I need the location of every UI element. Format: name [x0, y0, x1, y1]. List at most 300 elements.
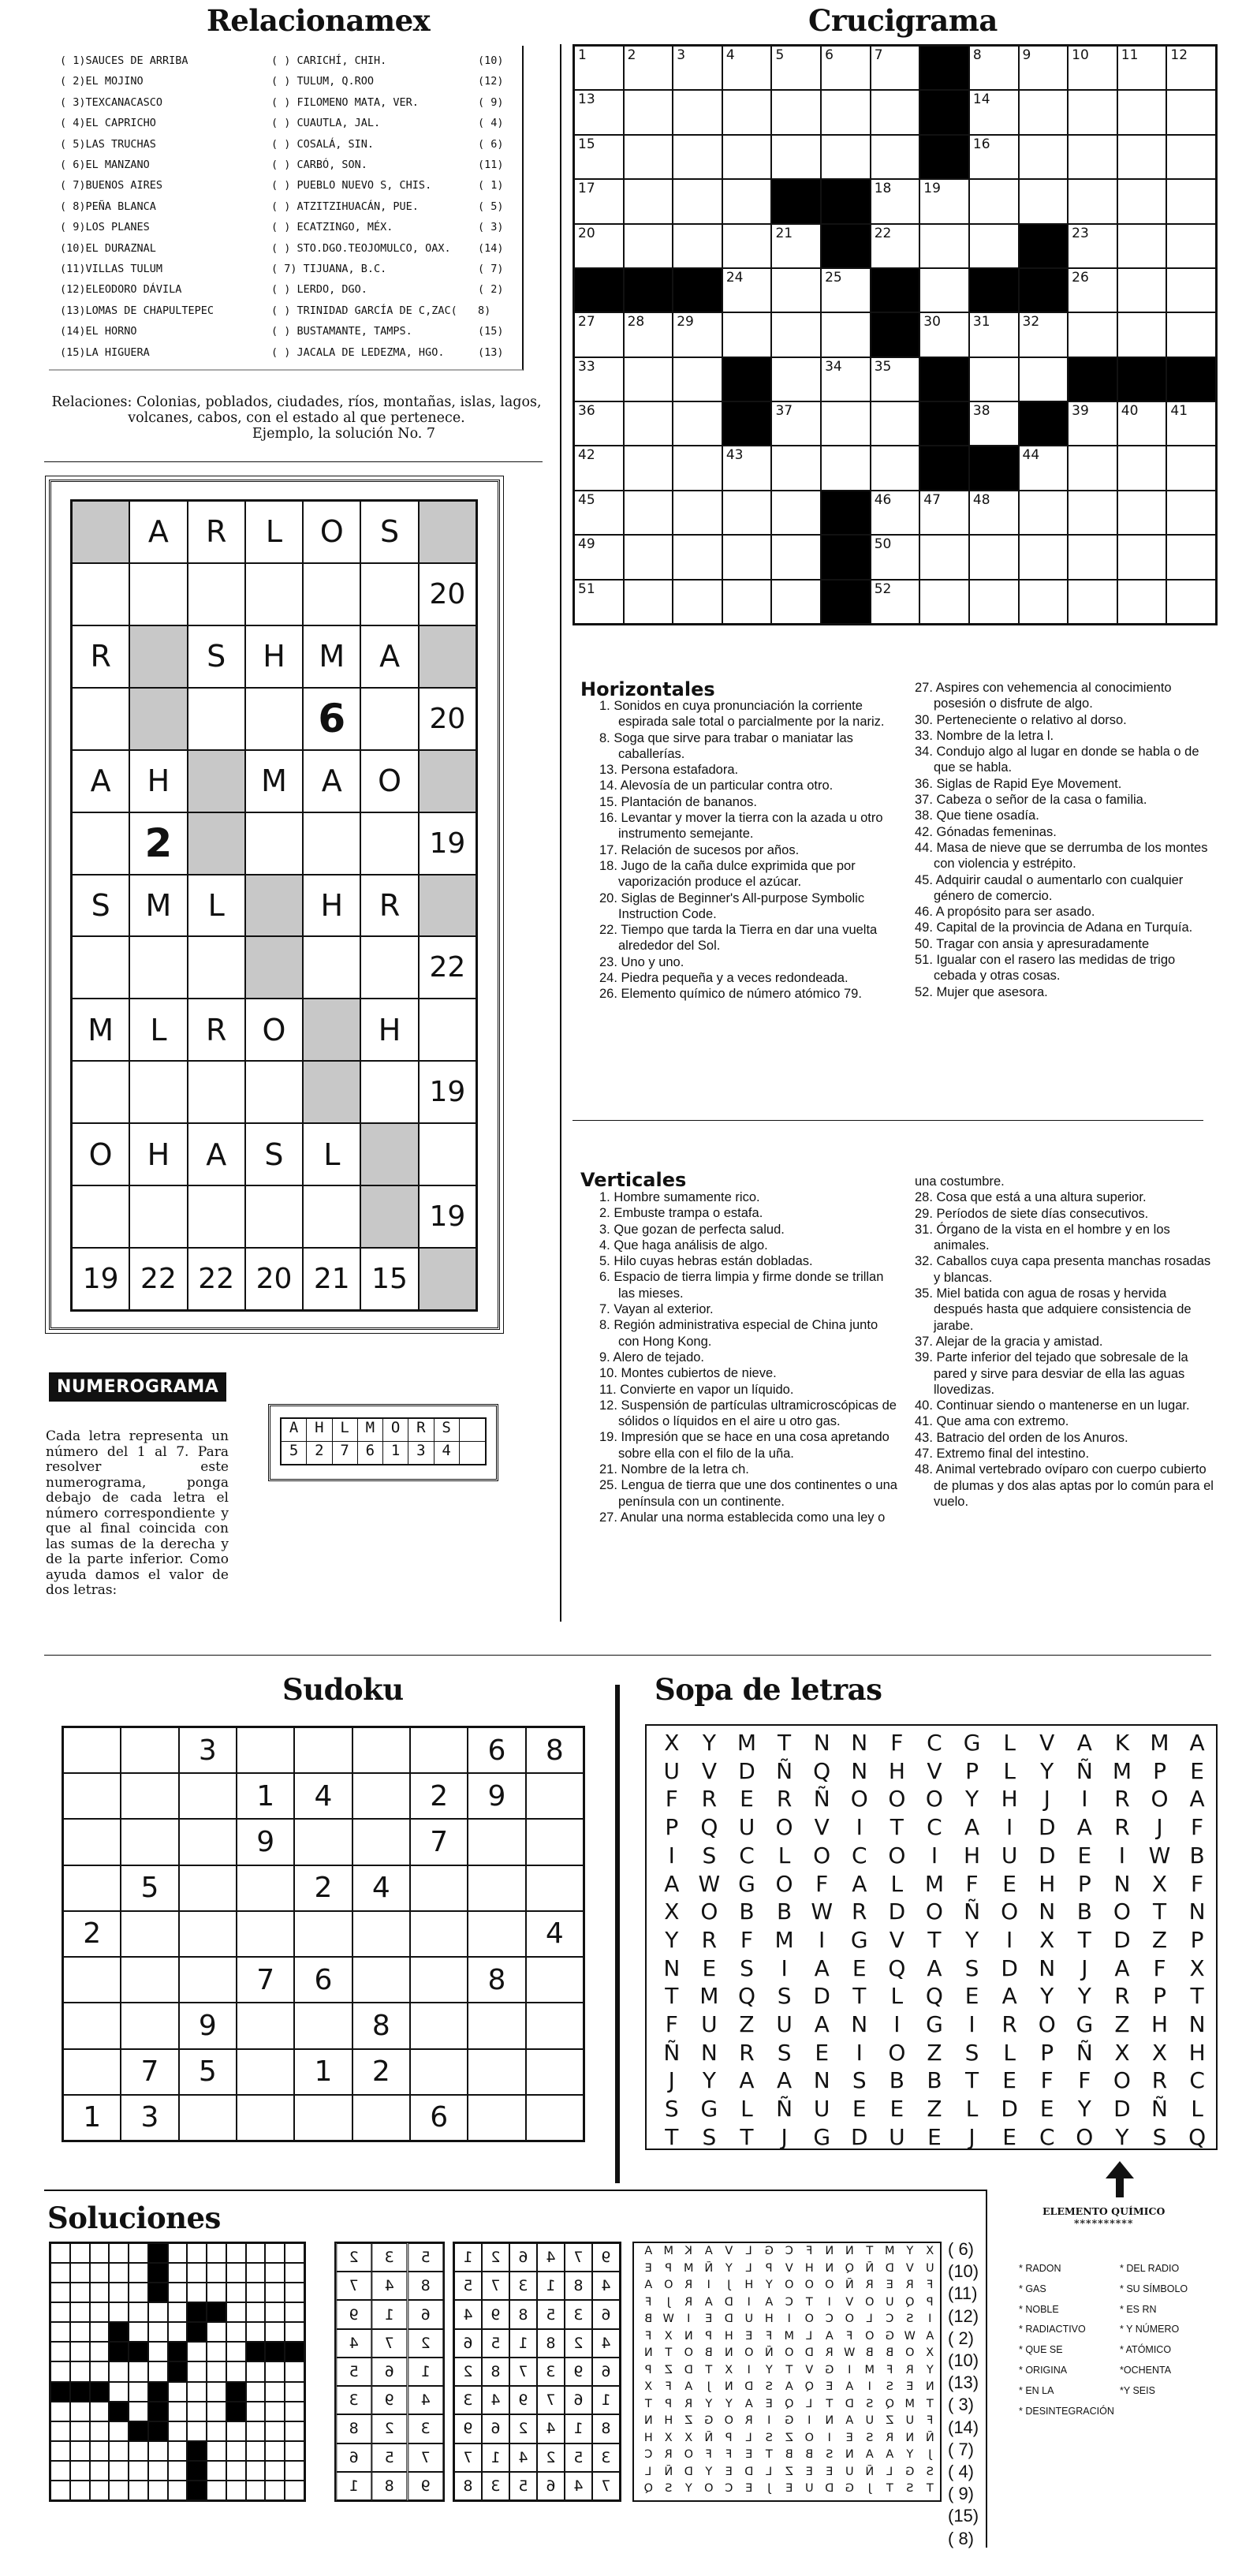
- sudoku-cell[interactable]: [468, 1819, 525, 1865]
- numerograma-cell[interactable]: H: [303, 875, 360, 937]
- sopa-letter[interactable]: D: [1113, 2096, 1131, 2122]
- sopa-letter[interactable]: E: [927, 2123, 942, 2150]
- crossword-cell[interactable]: [771, 446, 821, 490]
- sudoku-cell[interactable]: 4: [526, 1911, 584, 1957]
- sudoku-cell[interactable]: [410, 2003, 468, 2048]
- sudoku-cell[interactable]: 9: [237, 1819, 294, 1865]
- sopa-letter[interactable]: Y: [1077, 2096, 1091, 2122]
- crossword-cell[interactable]: [969, 580, 1019, 624]
- crossword-cell[interactable]: [1019, 179, 1069, 223]
- crossword-cell[interactable]: [624, 535, 673, 579]
- sopa-letter[interactable]: R: [739, 2039, 755, 2066]
- sudoku-cell[interactable]: [63, 1727, 121, 1773]
- crossword-cell[interactable]: [574, 401, 624, 446]
- sopa-letter[interactable]: R: [776, 1786, 793, 1813]
- sopa-letter[interactable]: A: [777, 2067, 793, 2094]
- crossword-cell[interactable]: [574, 491, 624, 535]
- sopa-letter[interactable]: Y: [702, 1730, 716, 1756]
- sopa-letter[interactable]: F: [740, 1926, 754, 1953]
- sopa-letter[interactable]: P: [1153, 1757, 1166, 1784]
- sopa-letter[interactable]: H: [1039, 1870, 1056, 1897]
- sopa-letter[interactable]: P: [965, 1757, 979, 1784]
- numerograma-cell[interactable]: [129, 936, 187, 999]
- crossword-cell[interactable]: [624, 90, 673, 134]
- numerograma-cell[interactable]: [303, 563, 360, 625]
- sopa-letter[interactable]: T: [740, 2123, 754, 2150]
- sudoku-cell[interactable]: 8: [352, 2003, 410, 2048]
- sopa-letter[interactable]: P: [665, 1814, 679, 1841]
- sopa-letter[interactable]: A: [664, 1870, 680, 1897]
- sopa-letter[interactable]: S: [852, 2067, 867, 2094]
- crossword-cell[interactable]: [1166, 446, 1216, 490]
- numerograma-cell[interactable]: [303, 1061, 360, 1123]
- sopa-letter[interactable]: Y: [964, 1926, 979, 1953]
- crossword-cell[interactable]: [1117, 491, 1167, 535]
- sudoku-cell[interactable]: [237, 1727, 294, 1773]
- numerograma-cell[interactable]: 15: [360, 1248, 418, 1310]
- sudoku-cell[interactable]: 7: [410, 1819, 468, 1865]
- sopa-letter[interactable]: P: [1153, 1983, 1166, 2010]
- crossword-cell[interactable]: [574, 90, 624, 134]
- sudoku-cell[interactable]: 6: [468, 1727, 525, 1773]
- sopa-letter[interactable]: G: [1076, 2011, 1094, 2038]
- sopa-letter[interactable]: D: [813, 1983, 830, 2010]
- sopa-letter[interactable]: K: [1114, 1730, 1130, 1756]
- sopa-letter[interactable]: J: [781, 2123, 788, 2150]
- crossword-cell[interactable]: [969, 46, 1019, 90]
- crossword-cell[interactable]: [771, 90, 821, 134]
- sopa-letter[interactable]: R: [1114, 1786, 1130, 1813]
- crossword-cell[interactable]: [1068, 224, 1117, 268]
- sopa-letter[interactable]: N: [851, 1757, 868, 1784]
- sopa-letter[interactable]: I: [968, 2011, 975, 2038]
- numerograma-cell[interactable]: [360, 688, 418, 750]
- crossword-cell[interactable]: [1166, 535, 1216, 579]
- sopa-letter[interactable]: S: [664, 2096, 679, 2122]
- sudoku-cell[interactable]: [294, 2095, 352, 2141]
- crossword-cell[interactable]: [821, 312, 871, 357]
- crossword-cell[interactable]: [1068, 135, 1117, 179]
- crossword-cell[interactable]: [624, 446, 673, 490]
- sudoku-cell[interactable]: [63, 1957, 121, 2003]
- crossword-cell[interactable]: [1166, 46, 1216, 90]
- sopa-letter[interactable]: Q: [737, 1983, 755, 2010]
- sopa-letter[interactable]: H: [1151, 2011, 1169, 2038]
- crossword-cell[interactable]: [919, 224, 969, 268]
- crossword-cell[interactable]: [871, 179, 920, 223]
- numerograma-cell[interactable]: [419, 1248, 476, 1310]
- sudoku-cell[interactable]: [468, 2049, 525, 2095]
- sopa-letter[interactable]: N: [700, 2039, 718, 2066]
- numerograma-cell[interactable]: 2: [129, 812, 187, 875]
- sopa-letter[interactable]: L: [965, 2096, 979, 2122]
- numerograma-cell[interactable]: [245, 936, 303, 999]
- sopa-letter[interactable]: E: [1039, 2096, 1054, 2122]
- crossword-cell[interactable]: [673, 224, 722, 268]
- sopa-letter[interactable]: D: [738, 1757, 755, 1784]
- sopa-letter[interactable]: Z: [1151, 1926, 1168, 1953]
- crossword-cell[interactable]: [969, 357, 1019, 401]
- crossword-cell[interactable]: [1166, 179, 1216, 223]
- crossword-cell[interactable]: [871, 90, 920, 134]
- sopa-letter[interactable]: R: [701, 1926, 718, 1953]
- crossword-cell[interactable]: [673, 179, 722, 223]
- sopa-letter[interactable]: J: [668, 2067, 675, 2094]
- sopa-letter[interactable]: T: [665, 2123, 679, 2150]
- numerograma-cell[interactable]: [129, 688, 187, 750]
- crossword-cell[interactable]: [673, 580, 722, 624]
- sudoku-cell[interactable]: [63, 1773, 121, 1819]
- sopa-letter[interactable]: B: [1076, 1898, 1092, 1925]
- crossword-cell[interactable]: [1068, 401, 1117, 446]
- sopa-letter[interactable]: S: [964, 2039, 979, 2066]
- numerograma-cell[interactable]: 20: [419, 688, 476, 750]
- numerograma-cell[interactable]: S: [72, 875, 129, 937]
- sopa-letter[interactable]: N: [1039, 1954, 1056, 1981]
- sopa-letter[interactable]: X: [1189, 1954, 1205, 1981]
- sudoku-cell[interactable]: [121, 1957, 178, 2003]
- sopa-letter[interactable]: R: [1114, 1983, 1130, 2010]
- crossword-cell[interactable]: [771, 357, 821, 401]
- sopa-letter[interactable]: Z: [927, 2039, 942, 2066]
- sudoku-cell[interactable]: [179, 1819, 237, 1865]
- crossword-cell[interactable]: [1166, 90, 1216, 134]
- crossword-cell[interactable]: [1068, 446, 1117, 490]
- sopa-letter[interactable]: W: [1148, 1842, 1171, 1869]
- numerograma-cell[interactable]: [303, 812, 360, 875]
- sopa-letter[interactable]: E: [1002, 1870, 1016, 1897]
- sopa-letter[interactable]: O: [1001, 1898, 1019, 1925]
- crossword-cell[interactable]: [722, 312, 772, 357]
- sopa-letter[interactable]: T: [1152, 1898, 1167, 1925]
- sopa-letter[interactable]: U: [889, 2123, 905, 2150]
- sopa-letter[interactable]: N: [813, 2067, 830, 2094]
- crossword-cell[interactable]: [1068, 46, 1117, 90]
- numerograma-cell[interactable]: [360, 812, 418, 875]
- sopa-letter[interactable]: M: [737, 1730, 757, 1756]
- sudoku-cell[interactable]: 8: [468, 1957, 525, 2003]
- crossword-cell[interactable]: [722, 580, 772, 624]
- crossword-grid[interactable]: [573, 44, 1218, 625]
- sudoku-cell[interactable]: [352, 2095, 410, 2141]
- sopa-letter[interactable]: B: [1189, 1842, 1205, 1869]
- sopa-letter[interactable]: I: [1081, 1786, 1088, 1813]
- crossword-cell[interactable]: [1117, 580, 1167, 624]
- sopa-letter[interactable]: U: [663, 1757, 681, 1784]
- crossword-cell[interactable]: [1068, 535, 1117, 579]
- crossword-cell[interactable]: [722, 135, 772, 179]
- crossword-cell[interactable]: [1166, 135, 1216, 179]
- sopa-letter[interactable]: T: [890, 1814, 904, 1841]
- sopa-letter[interactable]: I: [1006, 1814, 1013, 1841]
- sudoku-cell[interactable]: 2: [294, 1865, 352, 1911]
- numerograma-cell[interactable]: M: [72, 999, 129, 1061]
- sudoku-cell[interactable]: 5: [179, 2049, 237, 2095]
- sopa-letter[interactable]: I: [1006, 1926, 1013, 1953]
- numerograma-cell[interactable]: M: [303, 625, 360, 688]
- sopa-letter[interactable]: B: [889, 2067, 904, 2094]
- sopa-letter[interactable]: A: [1189, 1730, 1205, 1756]
- sopa-letter[interactable]: T: [964, 2067, 979, 2094]
- sopa-letter[interactable]: S: [1152, 2123, 1167, 2150]
- sopa-letter[interactable]: E: [1190, 1757, 1204, 1784]
- sopa-letter[interactable]: N: [1113, 1870, 1131, 1897]
- sopa-letter[interactable]: E: [1077, 1842, 1092, 1869]
- sudoku-cell[interactable]: [526, 2049, 584, 2095]
- numerograma-cell[interactable]: O: [303, 501, 360, 563]
- sudoku-cell[interactable]: 1: [294, 2049, 352, 2095]
- sopa-letter[interactable]: G: [963, 1730, 981, 1756]
- sopa-letter[interactable]: N: [1039, 1898, 1056, 1925]
- numerograma-cell[interactable]: S: [188, 625, 245, 688]
- crossword-cell[interactable]: [821, 446, 871, 490]
- sopa-letter[interactable]: N: [851, 2011, 868, 2038]
- numerograma-cell[interactable]: 19: [72, 1248, 129, 1310]
- sudoku-cell[interactable]: [526, 1865, 584, 1911]
- crossword-cell[interactable]: [1019, 312, 1069, 357]
- sopa-letter[interactable]: O: [925, 1898, 943, 1925]
- crossword-cell[interactable]: [722, 535, 772, 579]
- sopa-letter[interactable]: B: [776, 1898, 793, 1925]
- numerograma-cell[interactable]: [245, 1185, 303, 1248]
- crossword-cell[interactable]: [871, 580, 920, 624]
- crossword-cell[interactable]: [673, 312, 722, 357]
- sudoku-cell[interactable]: 1: [237, 1773, 294, 1819]
- numerograma-cell[interactable]: R: [188, 501, 245, 563]
- crossword-cell[interactable]: [673, 446, 722, 490]
- sopa-letter[interactable]: A: [1076, 1730, 1092, 1756]
- sopa-letter[interactable]: Q: [813, 1757, 831, 1784]
- numerograma-cell[interactable]: 19: [419, 1061, 476, 1123]
- sopa-letter[interactable]: O: [813, 1842, 831, 1869]
- crossword-cell[interactable]: [673, 46, 722, 90]
- crossword-cell[interactable]: [624, 357, 673, 401]
- sopa-letter[interactable]: T: [927, 1926, 942, 1953]
- sopa-letter[interactable]: R: [701, 1786, 718, 1813]
- sopa-letter[interactable]: Ñ: [1151, 2096, 1168, 2122]
- numerograma-cell[interactable]: A: [129, 501, 187, 563]
- crossword-cell[interactable]: [771, 580, 821, 624]
- sudoku-cell[interactable]: 7: [121, 2049, 178, 2095]
- sopa-letter[interactable]: A: [852, 1870, 867, 1897]
- sudoku-cell[interactable]: [526, 2095, 584, 2141]
- crossword-cell[interactable]: [1117, 90, 1167, 134]
- crossword-cell[interactable]: [919, 179, 969, 223]
- sopa-letter[interactable]: M: [699, 1983, 719, 2010]
- crossword-cell[interactable]: [673, 135, 722, 179]
- sudoku-cell[interactable]: [179, 1911, 237, 1957]
- sopa-letter[interactable]: V: [889, 1926, 904, 1953]
- sopa-letter[interactable]: J: [1081, 1954, 1088, 1981]
- sopa-letter[interactable]: D: [888, 1898, 906, 1925]
- crossword-cell[interactable]: [969, 312, 1019, 357]
- numerograma-cell[interactable]: [129, 1185, 187, 1248]
- crossword-cell[interactable]: [919, 312, 969, 357]
- crossword-cell[interactable]: [574, 224, 624, 268]
- sopa-letter[interactable]: I: [819, 1926, 826, 1953]
- sopa-letter[interactable]: M: [1150, 1730, 1169, 1756]
- sopa-letter[interactable]: O: [775, 1870, 793, 1897]
- crossword-cell[interactable]: [722, 179, 772, 223]
- crossword-cell[interactable]: [574, 46, 624, 90]
- sopa-letter[interactable]: H: [1001, 1786, 1018, 1813]
- numerograma-cell[interactable]: [303, 999, 360, 1061]
- numerograma-cell[interactable]: 19: [419, 812, 476, 875]
- sudoku-cell[interactable]: [294, 1819, 352, 1865]
- sopa-letter[interactable]: B: [927, 2067, 942, 2094]
- sopa-letter[interactable]: D: [1001, 2096, 1018, 2122]
- numerograma-cell[interactable]: [188, 750, 245, 812]
- sudoku-grid[interactable]: [62, 1726, 585, 2142]
- sopa-letter[interactable]: S: [777, 2039, 792, 2066]
- numerograma-cell[interactable]: [188, 936, 245, 999]
- sopa-letter[interactable]: Ñ: [776, 2096, 793, 2122]
- sopa-letter[interactable]: T: [778, 1730, 792, 1756]
- sopa-letter[interactable]: A: [1001, 1983, 1017, 2010]
- numerograma-cell[interactable]: H: [129, 1123, 187, 1185]
- numerograma-cell[interactable]: [419, 750, 476, 812]
- crossword-cell[interactable]: [919, 268, 969, 312]
- sudoku-cell[interactable]: 2: [410, 1773, 468, 1819]
- sopa-letter[interactable]: N: [1188, 2011, 1206, 2038]
- crossword-cell[interactable]: [871, 46, 920, 90]
- numerograma-cell[interactable]: L: [245, 501, 303, 563]
- sopa-letter[interactable]: C: [739, 1842, 755, 1869]
- crossword-cell[interactable]: [1117, 401, 1167, 446]
- numerograma-cell[interactable]: [72, 936, 129, 999]
- numerograma-cell[interactable]: [303, 936, 360, 999]
- sopa-letter[interactable]: I: [856, 2039, 863, 2066]
- sudoku-cell[interactable]: [352, 1727, 410, 1773]
- crossword-cell[interactable]: [1166, 268, 1216, 312]
- sopa-letter[interactable]: X: [1039, 1926, 1055, 1953]
- sopa-letter[interactable]: L: [1191, 2096, 1203, 2122]
- sudoku-cell[interactable]: [526, 1773, 584, 1819]
- crossword-cell[interactable]: [722, 268, 772, 312]
- sopa-letter[interactable]: S: [702, 1842, 717, 1869]
- numerograma-cell[interactable]: [72, 563, 129, 625]
- numerograma-cell[interactable]: [72, 501, 129, 563]
- sudoku-cell[interactable]: [121, 1819, 178, 1865]
- numerograma-cell[interactable]: [129, 563, 187, 625]
- sudoku-cell[interactable]: [468, 1865, 525, 1911]
- crossword-cell[interactable]: [1117, 446, 1167, 490]
- crossword-cell[interactable]: [771, 224, 821, 268]
- sudoku-cell[interactable]: 9: [179, 2003, 237, 2048]
- sudoku-cell[interactable]: 5: [121, 1865, 178, 1911]
- crossword-cell[interactable]: [624, 179, 673, 223]
- crossword-cell[interactable]: [722, 224, 772, 268]
- numerograma-cell[interactable]: 22: [188, 1248, 245, 1310]
- sopa-letter[interactable]: O: [700, 1898, 718, 1925]
- sudoku-cell[interactable]: [294, 1727, 352, 1773]
- numerograma-cell[interactable]: L: [129, 999, 187, 1061]
- sudoku-cell[interactable]: [410, 1911, 468, 1957]
- numerograma-cell[interactable]: [188, 812, 245, 875]
- crossword-cell[interactable]: [821, 46, 871, 90]
- sopa-letter[interactable]: I: [893, 2011, 901, 2038]
- crossword-cell[interactable]: [969, 135, 1019, 179]
- sopa-letter[interactable]: Z: [927, 2096, 942, 2122]
- sopa-letter[interactable]: L: [778, 1842, 791, 1869]
- crossword-cell[interactable]: [1019, 535, 1069, 579]
- sopa-letter[interactable]: I: [668, 1842, 675, 1869]
- sudoku-cell[interactable]: [468, 2095, 525, 2141]
- crossword-cell[interactable]: [1166, 312, 1216, 357]
- sopa-letter[interactable]: L: [1003, 1757, 1016, 1784]
- crossword-cell[interactable]: [673, 357, 722, 401]
- sopa-letter[interactable]: J: [1043, 1786, 1050, 1813]
- crossword-cell[interactable]: [871, 357, 920, 401]
- sopa-letter[interactable]: R: [1114, 1814, 1130, 1841]
- sopa-letter[interactable]: M: [774, 1926, 794, 1953]
- crossword-cell[interactable]: [624, 135, 673, 179]
- sopa-letter[interactable]: G: [738, 1870, 755, 1897]
- numerograma-cell[interactable]: [360, 936, 418, 999]
- sopa-letter[interactable]: A: [814, 1954, 830, 1981]
- numerograma-cell[interactable]: [245, 1061, 303, 1123]
- sudoku-cell[interactable]: [410, 1957, 468, 2003]
- numerograma-cell[interactable]: H: [129, 750, 187, 812]
- sopa-letter[interactable]: J: [968, 2123, 975, 2150]
- sopa-letter[interactable]: O: [1151, 1786, 1169, 1813]
- crossword-cell[interactable]: [771, 135, 821, 179]
- sopa-letter[interactable]: R: [1151, 2067, 1168, 2094]
- sopa-letter[interactable]: J: [1156, 1814, 1163, 1841]
- sudoku-cell[interactable]: 3: [121, 2095, 178, 2141]
- sopa-letter[interactable]: X: [1114, 2039, 1130, 2066]
- crossword-cell[interactable]: [1068, 90, 1117, 134]
- sopa-letter[interactable]: A: [927, 1954, 942, 1981]
- numerograma-cell[interactable]: H: [360, 999, 418, 1061]
- crossword-cell[interactable]: [771, 535, 821, 579]
- sudoku-cell[interactable]: [179, 1773, 237, 1819]
- sudoku-cell[interactable]: [63, 1819, 121, 1865]
- crossword-cell[interactable]: [969, 535, 1019, 579]
- sopa-letter[interactable]: F: [1191, 1870, 1204, 1897]
- sopa-letter[interactable]: I: [856, 1814, 863, 1841]
- crossword-cell[interactable]: [624, 312, 673, 357]
- numerograma-cell[interactable]: O: [360, 750, 418, 812]
- sopa-letter[interactable]: F: [1078, 2067, 1091, 2094]
- sopa-letter[interactable]: I: [931, 1842, 938, 1869]
- sopa-letter[interactable]: F: [815, 1870, 829, 1897]
- numerograma-cell[interactable]: [303, 1185, 360, 1248]
- sopa-letter[interactable]: P: [1077, 1870, 1091, 1897]
- crossword-cell[interactable]: [821, 357, 871, 401]
- sudoku-cell[interactable]: [63, 2003, 121, 2048]
- numerograma-cell[interactable]: [188, 1061, 245, 1123]
- crossword-cell[interactable]: [673, 535, 722, 579]
- sopa-letter[interactable]: G: [813, 2123, 831, 2150]
- sudoku-cell[interactable]: [352, 1957, 410, 2003]
- sopa-letter[interactable]: Y: [1077, 1983, 1091, 2010]
- sopa-letter[interactable]: Y: [702, 2067, 716, 2094]
- sopa-letter[interactable]: X: [1151, 1870, 1168, 1897]
- crossword-cell[interactable]: [871, 446, 920, 490]
- sudoku-cell[interactable]: [410, 1865, 468, 1911]
- crossword-cell[interactable]: [1166, 580, 1216, 624]
- sudoku-cell[interactable]: 7: [237, 1957, 294, 2003]
- crossword-cell[interactable]: [1019, 135, 1069, 179]
- sopa-letter[interactable]: O: [925, 1786, 943, 1813]
- crossword-cell[interactable]: [1117, 535, 1167, 579]
- sudoku-cell[interactable]: [121, 2003, 178, 2048]
- crossword-cell[interactable]: [1019, 46, 1069, 90]
- sopa-letter[interactable]: Y: [1115, 2123, 1129, 2150]
- sopa-letter[interactable]: Q: [700, 1814, 718, 1841]
- numerograma-cell[interactable]: A: [188, 1123, 245, 1185]
